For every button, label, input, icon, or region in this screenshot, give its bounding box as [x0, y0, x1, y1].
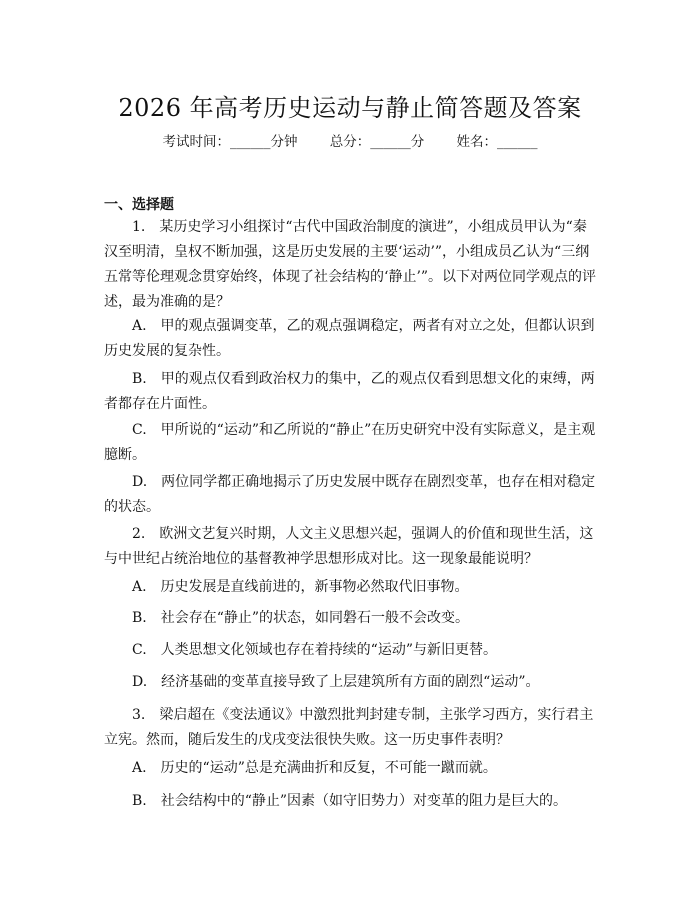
question-2-stem: 2. 欧洲文艺复兴时期，人文主义思想兴起，强调人的价值和现世生活，这与中世纪占统治地位的基督教神学思想形成对比。这一现象最能说明？ [104, 526, 594, 567]
question-2-option-c: C. 人类思想文化领域也存在着持续的“运动”与新旧更替。 [132, 642, 497, 658]
question-2-option-b: B. 社会存在“静止”的状态，如同磐石一般不会改变。 [132, 610, 470, 626]
question-1-option-a: A. 甲的观点强调变革，乙的观点强调稳定，两者有对立之处，但都认识到历史发展的复杂性。 [104, 318, 595, 359]
total-score-field: 总分：______分 [329, 134, 425, 150]
question-1-stem: 1. 某历史学习小组探讨“古代中国政治制度的演进”，小组成员甲认为“秦汉至明清，皇权不断加强，这是历史发展的主要‘运动’”，小组成员乙认为“三纲五常等伦理观念贯穿始终，体现了社会结构的‘静止’”。以下对两位同学观点的评述，最为准确的是？ [104, 219, 597, 310]
page-title: 2026 年高考历史运动与静止简答题及答案 [118, 94, 582, 122]
section-heading: 一、选择题 [104, 197, 174, 213]
question-3-option-b: B. 社会结构中的“静止”因素（如守旧势力）对变革的阻力是巨大的。 [132, 793, 568, 809]
question-3-stem: 3. 梁启超在《变法通议》中激烈批判封建专制，主张学习西方，实行君主立宪。然而，随后发生的戊戌变法很快失败。这一历史事件表明？ [104, 707, 594, 748]
question-2-option-d: D. 经济基础的变革直接导致了上层建筑所有方面的剧烈“运动”。 [132, 674, 540, 690]
name-field: 姓名：______ [456, 134, 538, 150]
exam-info [0, 130, 700, 150]
question-1-option-d: D. 两位同学都正确地揭示了历史发展中既存在剧烈变革，也存在相对稳定的状态。 [104, 474, 596, 515]
question-1-option-b: B. 甲的观点仅看到政治权力的集中，乙的观点仅看到思想文化的束缚，两者都存在片面性。 [104, 371, 595, 412]
question-2-option-a: A. 历史发展是直线前进的，新事物必然取代旧事物。 [132, 579, 469, 595]
exam-time-field: 考试时间：______分钟 [162, 134, 298, 150]
question-3-option-a: A. 历史的“运动”总是充满曲折和反复，不可能一蹴而就。 [132, 760, 497, 776]
question-1-option-c: C. 甲所说的“运动”和乙所说的“静止”在历史研究中没有实际意义，是主观臆断。 [104, 422, 596, 463]
